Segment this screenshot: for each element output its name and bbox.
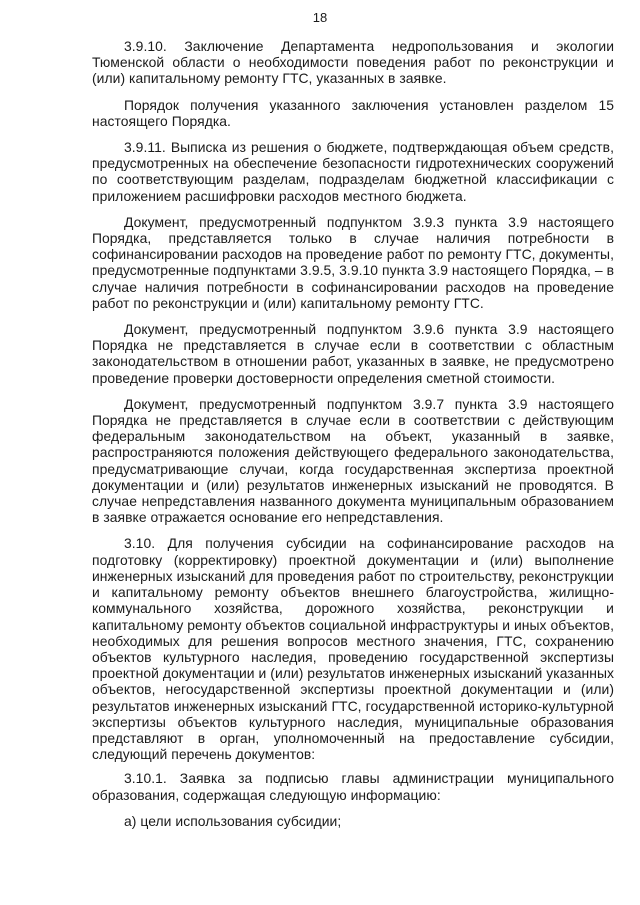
paragraph-conclusion-procedure: Порядок получения указанного заключения установлен разделом 15 настоящего Порядка. [92,96,614,129]
paragraph-document-3-9-7: Документ, предусмотренный подпунктом 3.9.7 пункта 3.9 настоящего Порядка не представляется в случае если в соответствии с действующим федеральным законодательством на объект, указанный в заявке, распространяются положения действующего федерального законодательства, предусматривающие случаи, когда государственная экспертиза проектной документации и (или) результатов инженерных изысканий не проводятся. В случае непредставления названного документа муниципальным образованием в заявке отражается основание его непредставления. [92,395,614,526]
page-number: 18 [312,10,328,25]
paragraph-3-9-10: 3.9.10. Заключение Департамента недропользования и экологии Тюменской области о необходимости поведения работ по реконструкции и (или) капитальному ремонту ГТС, указанных в заявке. [92,38,614,87]
document-body [92,38,614,839]
paragraph-document-3-9-6: Документ, предусмотренный подпунктом 3.9.6 пункта 3.9 настоящего Порядка не представляется в случае если в соответствии с областным законодательством в отношении работ, указанных в заявке, не предусмотрено проведение проверки достоверности определения сметной стоимости. [92,321,614,386]
paragraph-3-9-11: 3.9.11. Выписка из решения о бюджете, подтверждающая объем средств, предусмотренных на обеспечение безопасности гидротехнических сооружений по соответствующим разделам, подразделам бюджетной классификации с приложением расшифровки расходов местного бюджета. [92,139,614,204]
paragraph-3-10: 3.10. Для получения субсидии на софинансирование расходов на подготовку (корректировку) проектной документации и (или) выполнение инженерных изысканий для проведения работ по строительству, реконструкции и капитальному ремонту объектов внешнего благоустройства, жилищно-коммунального хозяйства, дорожного хозяйства, реконструкции и капитальному ремонту объектов социальной инфраструктуры и иных объектов, необходимых для решения вопросов местного значения, ГТС, сохранению объектов культурного наследия, проведению государственной экспертизы проектной документации и (или) результатов инженерных изысканий указанных объектов, негосударственной экспертизы проектной документации и (или) результатов инженерных изысканий ГТС, государственной историко-культурной экспертизы объектов культурного наследия, муниципальные образования представляют в орган, уполномоченный на предоставление субсидии, следующий перечень документов: [92,535,614,763]
paragraph-3-10-1: 3.10.1. Заявка за подписью главы администрации муниципального образования, содержащая следующую информацию: [92,770,614,803]
paragraph-item-a: а) цели использования субсидии; [124,812,342,829]
paragraph-document-3-9-3: Документ, предусмотренный подпунктом 3.9.3 пункта 3.9 настоящего Порядка, представляется только в случае наличия потребности в софинансировании расходов на проведение работ по ремонту ГТС, документы, предусмотренные подпунктами 3.9.5, 3.9.10 пункта 3.9 настоящего Порядка, – в случае наличия потребности в софинансировании расходов на проведение работ по реконструкции и (или) капитальному ремонту ГТС. [92,213,614,311]
